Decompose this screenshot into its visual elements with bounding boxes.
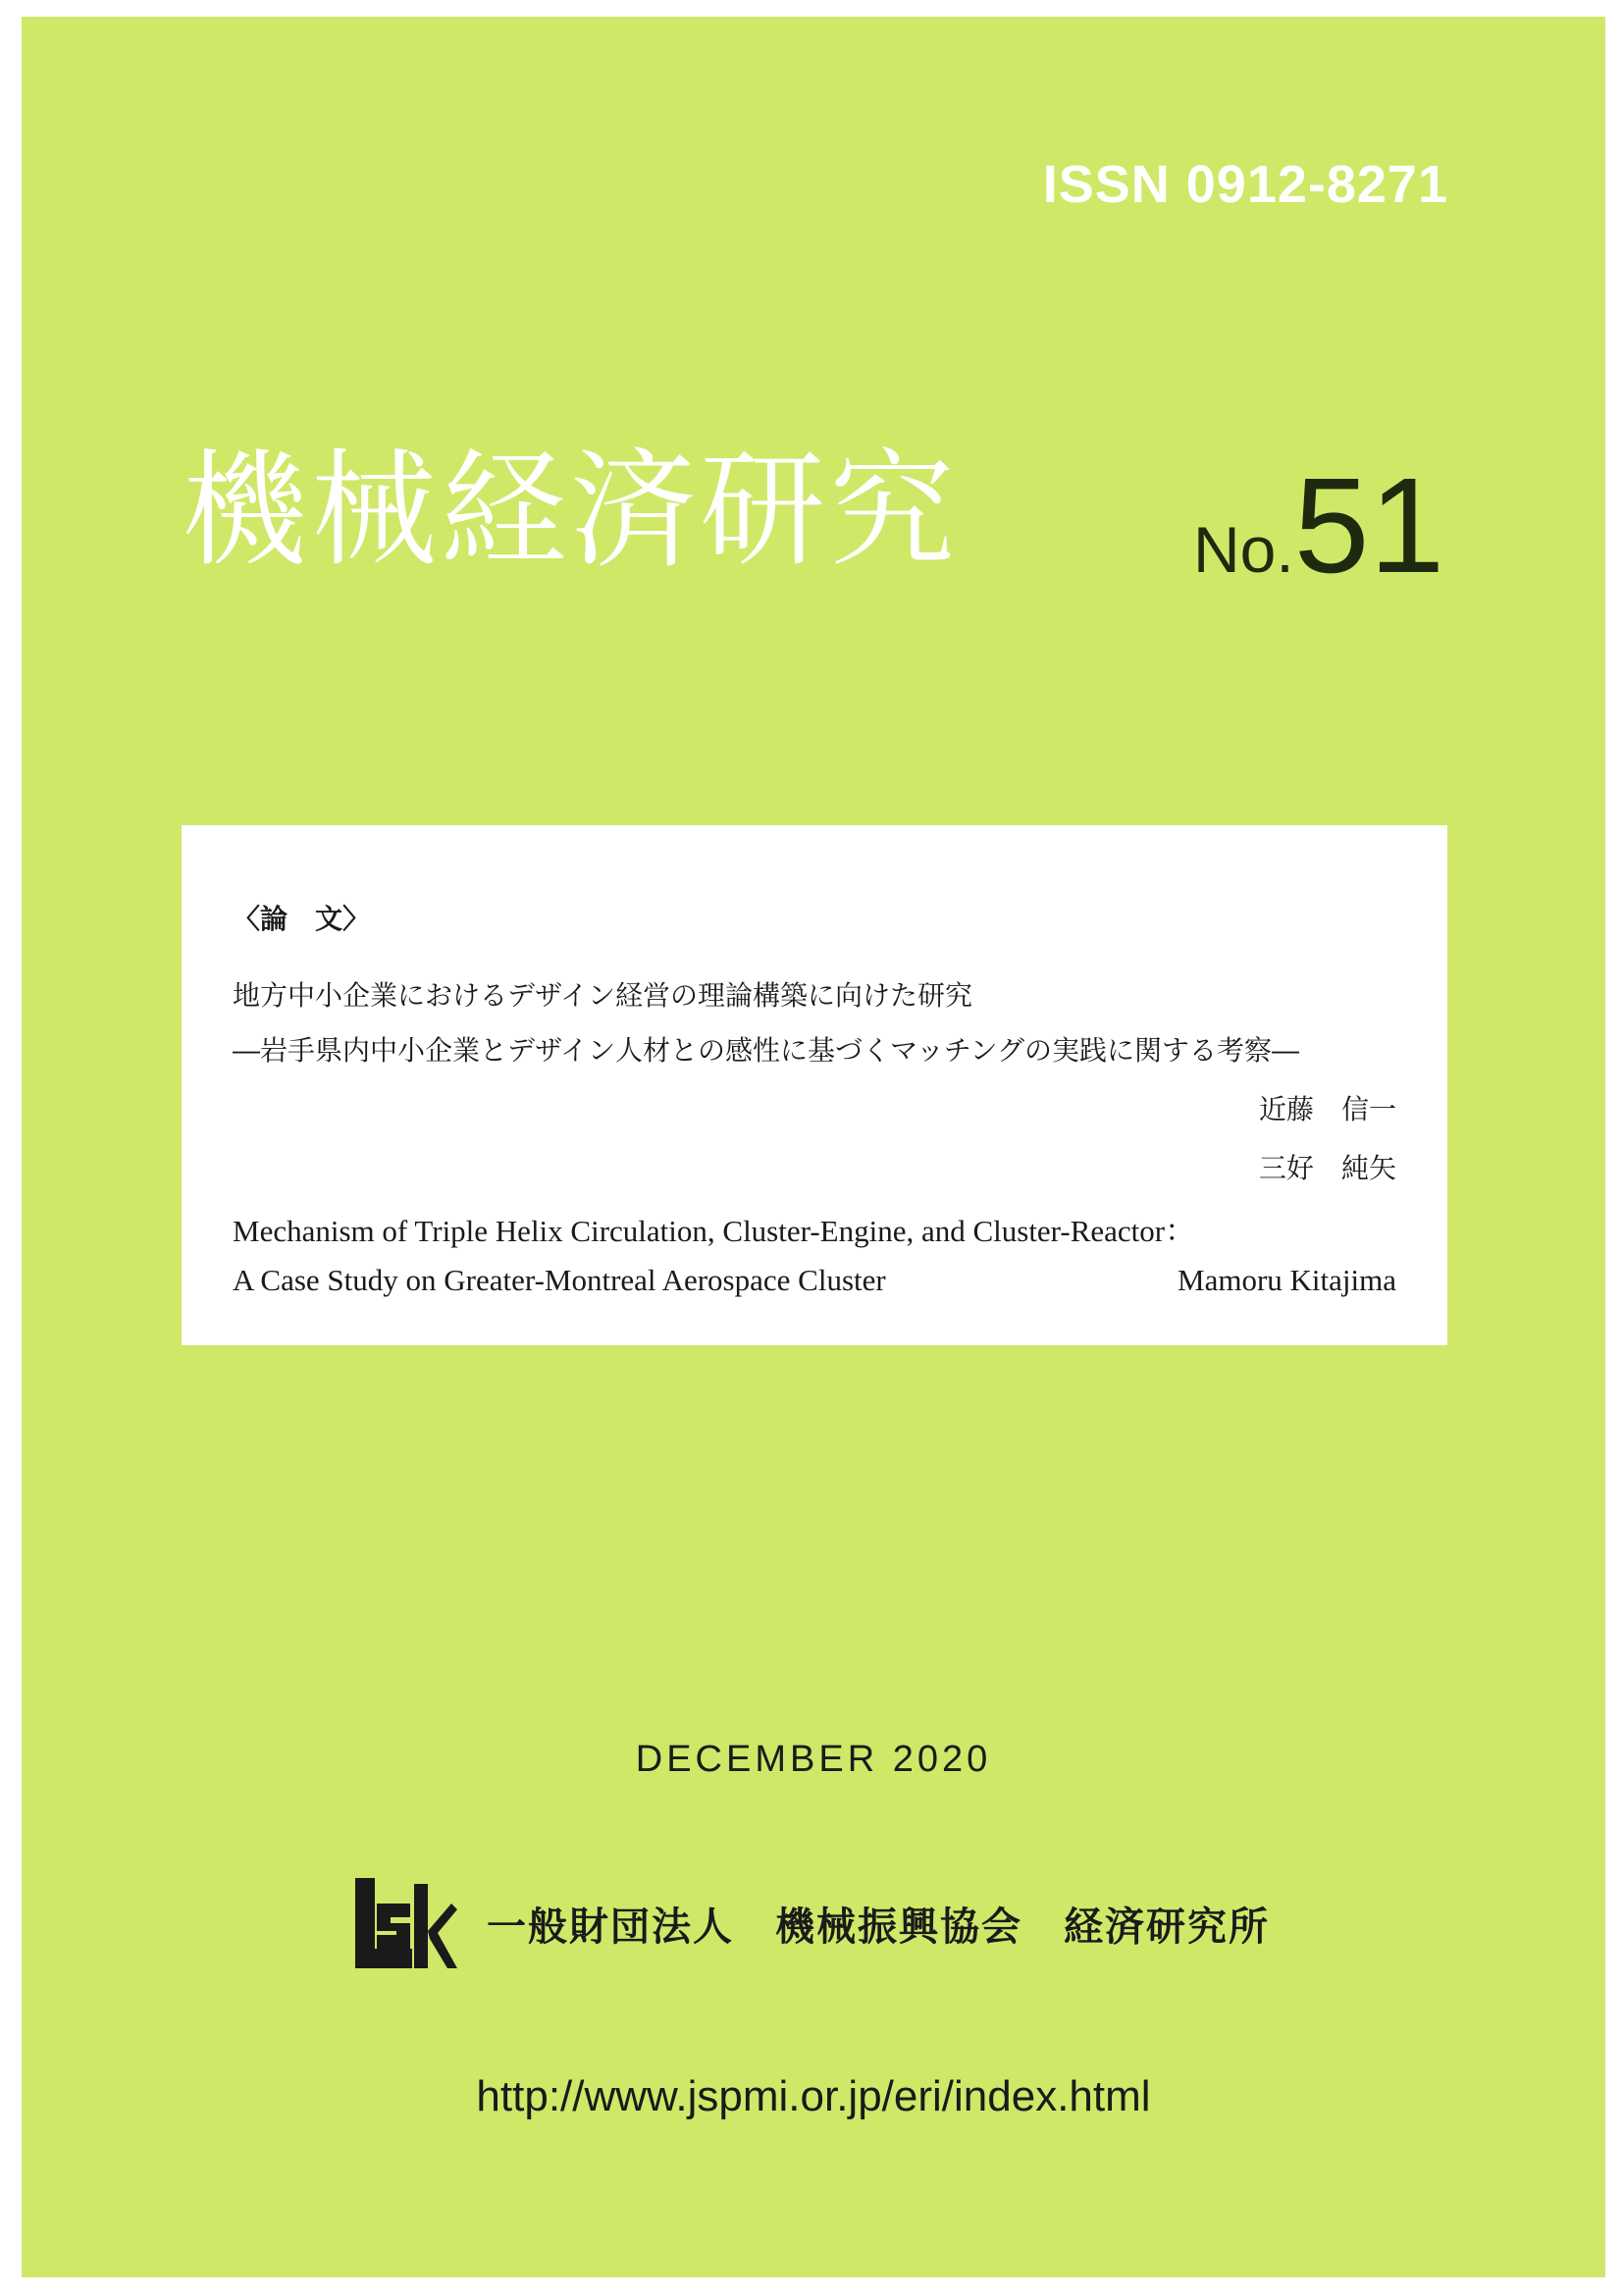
journal-cover — [22, 17, 1605, 2277]
article2-title-line1: Mechanism of Triple Helix Circulation, Cluster-Engine, and Cluster-Reactor： — [233, 1214, 1196, 1248]
article1-author-2: 三好 純矢 — [1258, 1152, 1396, 1184]
article2-title-line2: A Case Study on Greater-Montreal Aerospace Cluster — [233, 1263, 886, 1297]
publisher-logo-icon — [351, 1874, 459, 1972]
contents-box — [182, 825, 1447, 1345]
issue-number — [1193, 450, 1445, 601]
publisher-block — [351, 1874, 1270, 1972]
website-url[interactable]: http://www.jspmi.or.jp/eri/index.html — [476, 2072, 1151, 2120]
section-label: 〈論 文〉 — [233, 903, 371, 935]
issue-number-label: No. — [1193, 513, 1294, 586]
article1-title: 地方中小企業におけるデザイン経営の理論構築に向けた研究 — [233, 979, 973, 1012]
article1-author-1: 近藤 信一 — [1258, 1093, 1396, 1125]
publisher-name: 一般財団法人 機械振興協会 経済研究所 — [487, 1904, 1270, 1950]
article1-subtitle: ―岩手県内中小企業とデザイン人材との感性に基づくマッチングの実践に関する考察― — [233, 1034, 1299, 1067]
issn-label: ISSN 0912-8271 — [1042, 155, 1448, 214]
journal-title: 機械経済研究 — [182, 438, 960, 584]
issue-number-value: 51 — [1293, 450, 1445, 601]
publication-date: DECEMBER 2020 — [635, 1739, 992, 1780]
article2-author: Mamoru Kitajima — [1178, 1263, 1396, 1297]
